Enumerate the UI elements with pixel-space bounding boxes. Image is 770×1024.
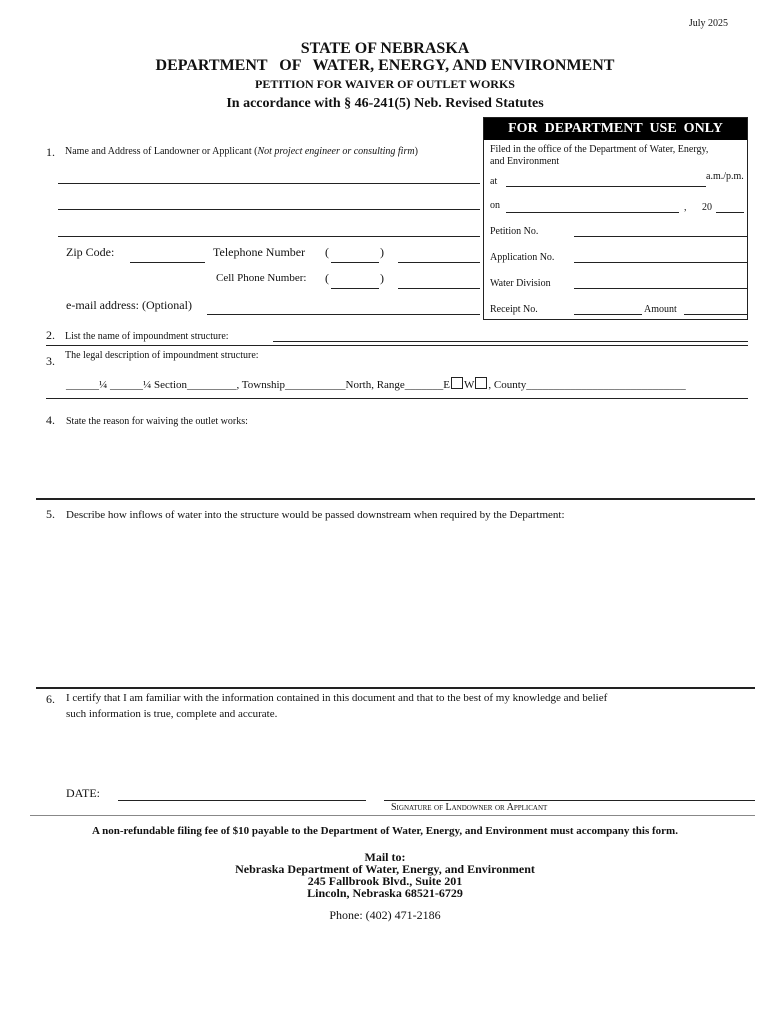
section-5-label: Describe how inflows of water into the structure would be passed downstream when required by the Department: bbox=[66, 509, 565, 521]
filed-note-line1: Filed in the office of the Department of Water, Energy, bbox=[490, 144, 709, 155]
year-line[interactable] bbox=[716, 212, 744, 213]
mail-street: 245 Fallbrook Blvd., Suite 201 bbox=[307, 874, 463, 888]
section-2-label: List the name of impoundment structure: bbox=[65, 331, 229, 342]
ampm-label: a.m./p.m. bbox=[706, 171, 744, 182]
signature-line[interactable] bbox=[384, 800, 755, 801]
receipt-no-label: Receipt No. bbox=[490, 304, 538, 315]
cell-area-line[interactable] bbox=[331, 288, 379, 289]
form-title: PETITION FOR WAIVER OF OUTLET WORKS bbox=[255, 77, 515, 91]
zip-code-label: Zip Code: bbox=[66, 245, 115, 259]
at-label: at bbox=[490, 176, 498, 187]
cell-number-line[interactable] bbox=[398, 288, 480, 289]
revision-date: July 2025 bbox=[688, 18, 728, 29]
water-division-line[interactable] bbox=[574, 288, 747, 289]
east-checkbox[interactable] bbox=[451, 377, 463, 389]
section-6-number: 6. bbox=[46, 692, 55, 706]
certification-line2: such information is true, complete and accurate. bbox=[66, 708, 278, 720]
address-line-3[interactable] bbox=[58, 236, 480, 237]
state-title: STATE OF NEBRASKA bbox=[300, 40, 470, 57]
section-3-number: 3. bbox=[46, 354, 55, 368]
section-5-rule bbox=[36, 687, 755, 689]
application-no-label: Application No. bbox=[490, 252, 555, 263]
section-2-number: 2. bbox=[46, 328, 55, 342]
statute-reference: In accordance with § 46-241(5) Neb. Revised Statutes bbox=[226, 96, 544, 111]
signature-rule bbox=[30, 815, 755, 816]
filing-fee-notice: A non-refundable filing fee of $10 payable to the Department of Water, Energy, and Environment must accompany this form. bbox=[92, 825, 678, 837]
application-no-line[interactable] bbox=[574, 262, 747, 263]
section-5-number: 5. bbox=[46, 507, 55, 521]
certification-line1: I certify that I am familiar with the information contained in this document and that to the best of my knowledge and belief bbox=[66, 692, 608, 704]
time-line[interactable] bbox=[506, 186, 706, 187]
section-4-label: State the reason for waiving the outlet works: bbox=[66, 416, 248, 427]
structure-name-line[interactable] bbox=[273, 341, 748, 342]
cell-paren-close: ) bbox=[380, 271, 384, 285]
mail-org: Nebraska Department of Water, Energy, and Environment bbox=[235, 862, 535, 876]
section-3-label: The legal description of impoundment structure: bbox=[65, 350, 259, 361]
on-label: on bbox=[490, 200, 500, 211]
legal-description-fields[interactable]: ______¼ ______¼ Section_________, Township___________North, Range_______E W , County_____________________________ bbox=[66, 379, 686, 391]
email-line[interactable] bbox=[207, 314, 480, 315]
date-comma: , bbox=[684, 202, 687, 213]
section-1-number: 1. bbox=[46, 145, 55, 159]
petition-no-line[interactable] bbox=[574, 236, 747, 237]
mail-to-label: Mail to: bbox=[364, 850, 406, 864]
telephone-label: Telephone Number bbox=[213, 245, 306, 259]
address-line-1[interactable] bbox=[58, 183, 480, 184]
signature-caption: Signature of Landowner or Applicant bbox=[391, 802, 548, 813]
email-label: e-mail address: (Optional) bbox=[66, 298, 192, 312]
telephone-number-line[interactable] bbox=[398, 262, 480, 263]
amount-label: Amount bbox=[644, 304, 677, 315]
mail-city: Lincoln, Nebraska 68521-6729 bbox=[307, 886, 463, 900]
date-signed-line[interactable] bbox=[118, 800, 366, 801]
cell-phone-label: Cell Phone Number: bbox=[216, 272, 307, 284]
section-2-rule bbox=[46, 345, 748, 346]
telephone-paren-open: ( bbox=[325, 245, 329, 259]
telephone-area-line[interactable] bbox=[331, 262, 379, 263]
west-checkbox[interactable] bbox=[475, 377, 487, 389]
department-use-heading: FOR DEPARTMENT USE ONLY bbox=[484, 118, 747, 140]
amount-line[interactable] bbox=[684, 314, 747, 315]
section-4-rule bbox=[36, 498, 755, 500]
department-use-box bbox=[483, 117, 748, 320]
address-line-2[interactable] bbox=[58, 209, 480, 210]
petition-no-label: Petition No. bbox=[490, 226, 539, 237]
water-division-label: Water Division bbox=[490, 278, 551, 289]
section-3-rule bbox=[46, 398, 748, 399]
telephone-paren-close: ) bbox=[380, 245, 384, 259]
cell-paren-open: ( bbox=[325, 271, 329, 285]
date-filed-line[interactable] bbox=[506, 212, 679, 213]
department-title: DEPARTMENT OF WATER, ENERGY, AND ENVIRONMENT bbox=[155, 57, 615, 74]
phone-number: Phone: (402) 471-2186 bbox=[329, 908, 441, 922]
date-label: DATE: bbox=[66, 786, 100, 800]
zip-code-line[interactable] bbox=[130, 262, 205, 263]
section-4-number: 4. bbox=[46, 413, 55, 427]
year-prefix: 20 bbox=[702, 202, 712, 213]
receipt-no-line[interactable] bbox=[574, 314, 642, 315]
section-1-label: Name and Address of Landowner or Applicant (Not project engineer or consulting firm) bbox=[65, 146, 418, 157]
filed-note-line2: and Environment bbox=[490, 156, 560, 167]
